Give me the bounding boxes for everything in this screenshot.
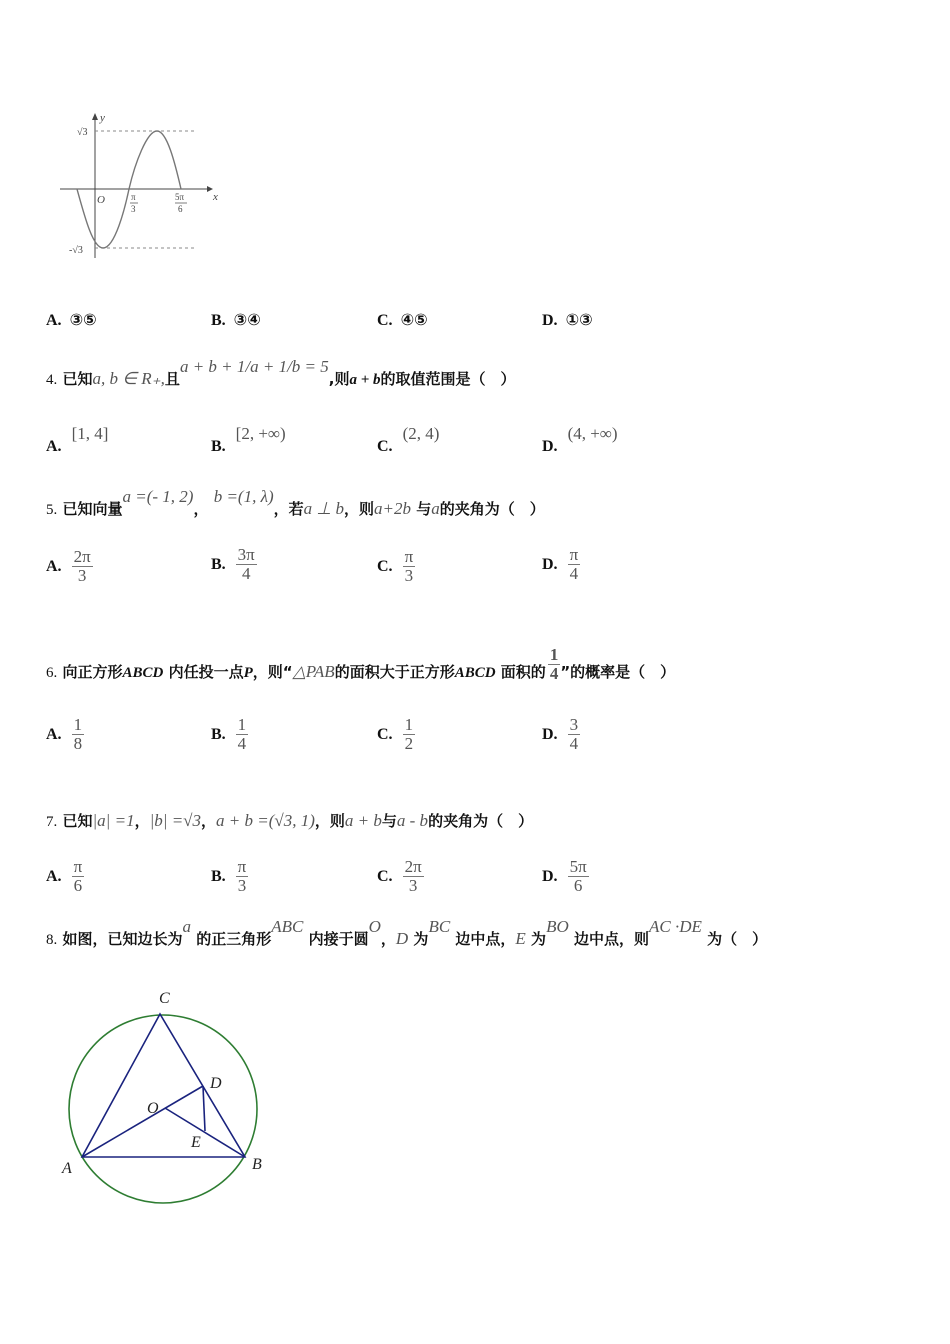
- svg-text:C: C: [159, 990, 170, 1007]
- question-4-stem: 4. 已知a, b ∈ R₊,且a + b + 1/a + 1/b = 5,则a + b的取值范围是（ ）: [46, 357, 516, 388]
- svg-text:√3: √3: [77, 127, 88, 138]
- q4-option-c[interactable]: C.(2, 4): [377, 424, 440, 455]
- q4-option-a[interactable]: A.[1, 4]: [46, 424, 109, 455]
- svg-text:-√3: -√3: [69, 245, 83, 256]
- svg-text:D: D: [210, 1075, 222, 1092]
- svg-text:3: 3: [131, 204, 136, 214]
- sine-graph-figure: [55, 108, 225, 268]
- q3-option-d[interactable]: D. ①③: [542, 310, 593, 329]
- q7-option-c[interactable]: C. $\frac{2\pi}{3}$: [377, 857, 422, 895]
- q6-option-d[interactable]: D. $\frac{3}{4}$: [542, 715, 579, 753]
- q5-option-b[interactable]: B. $\frac{3\pi}{4}$: [211, 545, 255, 583]
- question-7-stem: 7. 已知|a| =1，|b| =√3，a + b =(√3, 1)，则a + b与a - b的夹角为（ ）: [46, 811, 534, 830]
- q5-option-a[interactable]: A. $\frac{2\pi}{3}$: [46, 547, 91, 585]
- svg-text:x: x: [213, 191, 218, 203]
- svg-text:O: O: [97, 194, 105, 206]
- q5-option-c[interactable]: C. $\frac{\pi}{3}$: [377, 547, 414, 585]
- q4-option-b[interactable]: B.[2, +∞): [211, 424, 286, 455]
- q6-option-a[interactable]: A. $\frac{1}{8}$: [46, 715, 83, 753]
- q4-option-d[interactable]: D.(4, +∞): [542, 424, 618, 455]
- svg-text:B: B: [252, 1156, 262, 1173]
- q7-option-a[interactable]: A. $\frac{\pi}{6}$: [46, 857, 83, 895]
- q3-option-b[interactable]: B. ③④: [211, 310, 261, 329]
- question-8-stem: 8. 如图，已知边长为a 的正三角形ABC 内接于圆O，D 为BC 边中点，E 为BO 边中点，则AC ·DE 为（ ）: [46, 917, 768, 948]
- svg-text:A: A: [62, 1160, 72, 1177]
- q7-option-b[interactable]: B. $\frac{\pi}{3}$: [211, 857, 247, 895]
- svg-text:O: O: [147, 1100, 159, 1117]
- q6-option-c[interactable]: C. $\frac{1}{2}$: [377, 715, 414, 753]
- question-5-stem: 5. 已知向量a =(- 1, 2)， b =(1, λ)，若a ⊥ b，则a+2b 与a的夹角为（ ）: [46, 487, 545, 518]
- q5-option-d[interactable]: D. $\frac{\pi}{4}$: [542, 545, 579, 583]
- q3-option-a[interactable]: A. ③⑤: [46, 310, 97, 329]
- svg-text:6: 6: [178, 204, 183, 214]
- svg-text:π: π: [131, 192, 136, 202]
- question-6-stem: 6. 向正方形ABCD 内任投一点P，则“△PAB的面积大于正方形ABCD 面积的 $\frac{1}{4}$ ”的概率是（ ）: [46, 645, 676, 683]
- svg-text:E: E: [191, 1134, 201, 1151]
- q3-option-c[interactable]: C. ④⑤: [377, 310, 428, 329]
- q6-option-b[interactable]: B. $\frac{1}{4}$: [211, 715, 247, 753]
- svg-text:y: y: [100, 112, 105, 124]
- q7-option-d[interactable]: D. $\frac{5\pi}{6}$: [542, 857, 587, 895]
- inscribed-triangle-figure: [55, 985, 285, 1210]
- svg-text:5π: 5π: [175, 192, 185, 202]
